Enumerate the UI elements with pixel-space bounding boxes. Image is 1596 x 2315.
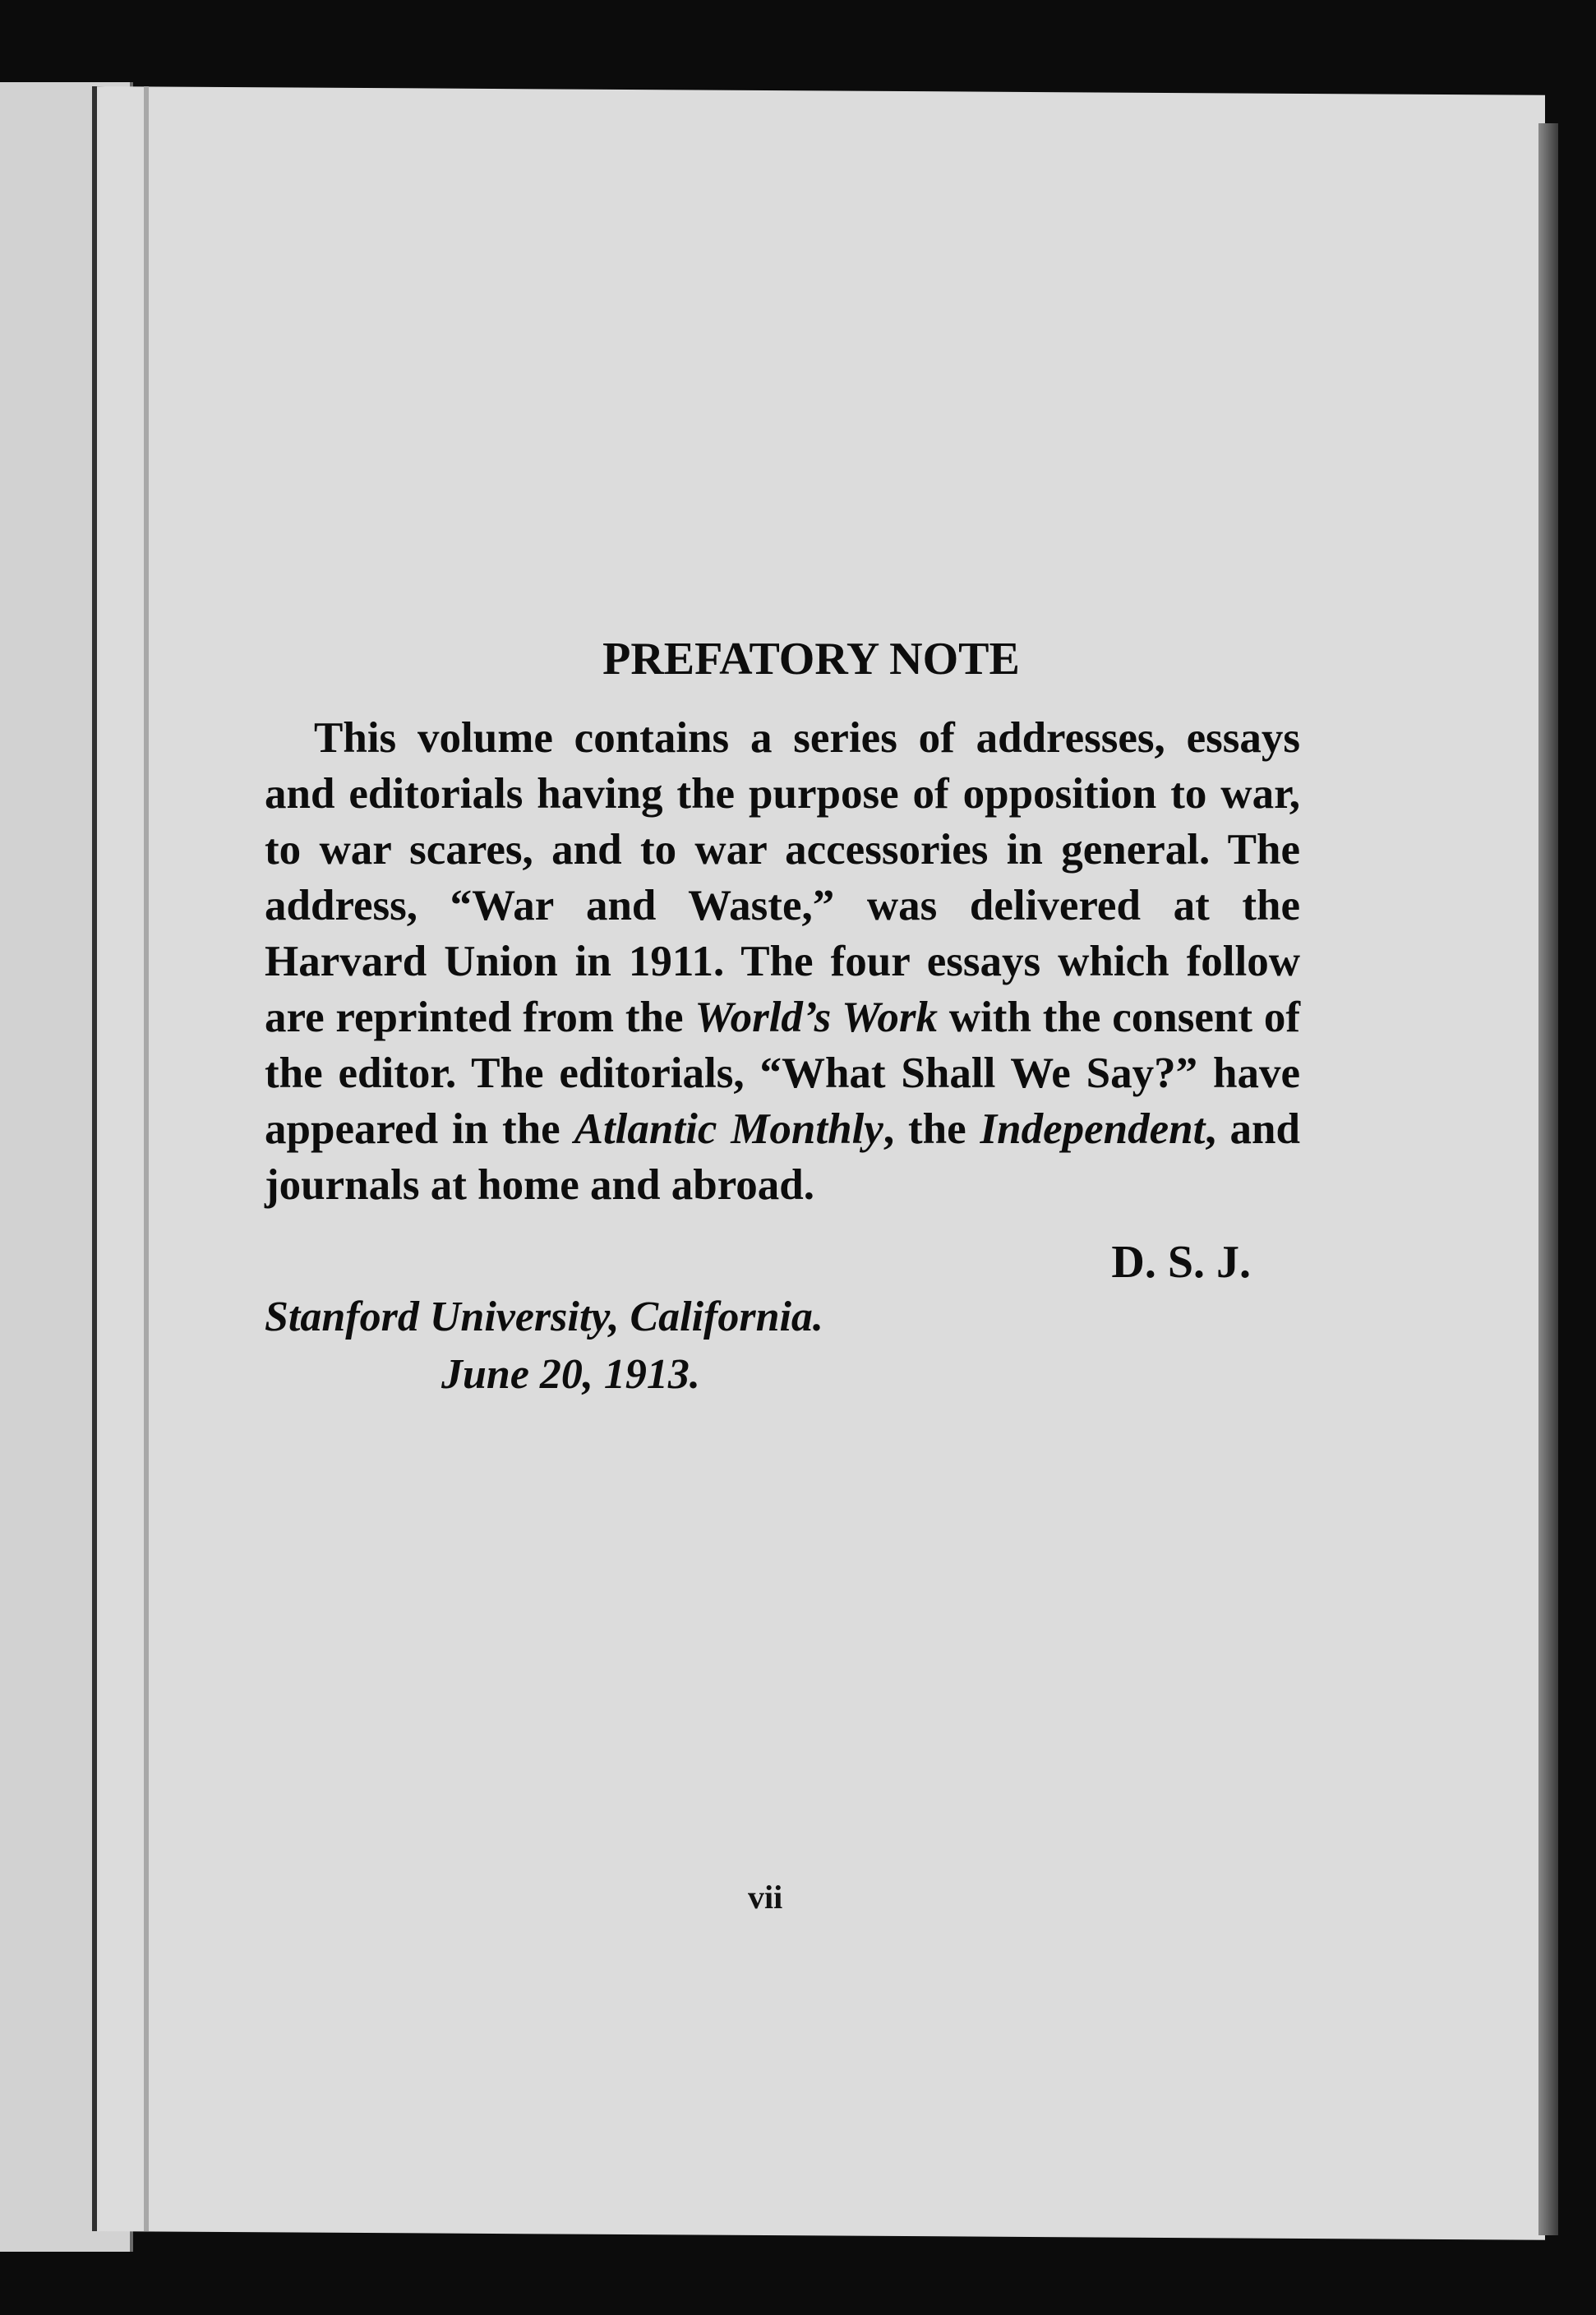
place-line: Stanford University, California. [265, 1294, 823, 1340]
paragraph-run: This volume contains a series of addresses, essays and editorials having the purpose of opposition to war, to war scares, and to war accessories in general. The address, “War and Waste,” was delivered at the Harvard Union in 1911. The four essays which follow are reprinted from the [265, 714, 1300, 1041]
paragraph-text [265, 714, 1300, 1209]
paragraph-run: , and journals at home and abroad. [265, 1105, 1300, 1209]
author-initials: D. S. J. [1111, 1237, 1251, 1288]
date-line: June 20, 1913. [441, 1351, 700, 1398]
page-title: PREFATORY NOTE [602, 634, 1020, 685]
italic-title-text: Independent [980, 1105, 1206, 1153]
paragraph-run: with the consent of the editor. The editorials, “What Shall We Say?” have appeared in the [265, 994, 1301, 1153]
italic-title-text: Atlantic Monthly [574, 1105, 883, 1153]
italic-title-text: World’s Work [694, 994, 938, 1041]
page-number: vii [748, 1879, 783, 1916]
page-right-edge [1538, 123, 1558, 2235]
paragraph-run: , the [883, 1105, 980, 1153]
page-content [265, 633, 1300, 1404]
prefatory-paragraph [265, 710, 1300, 1213]
page-gutter [144, 86, 149, 2231]
